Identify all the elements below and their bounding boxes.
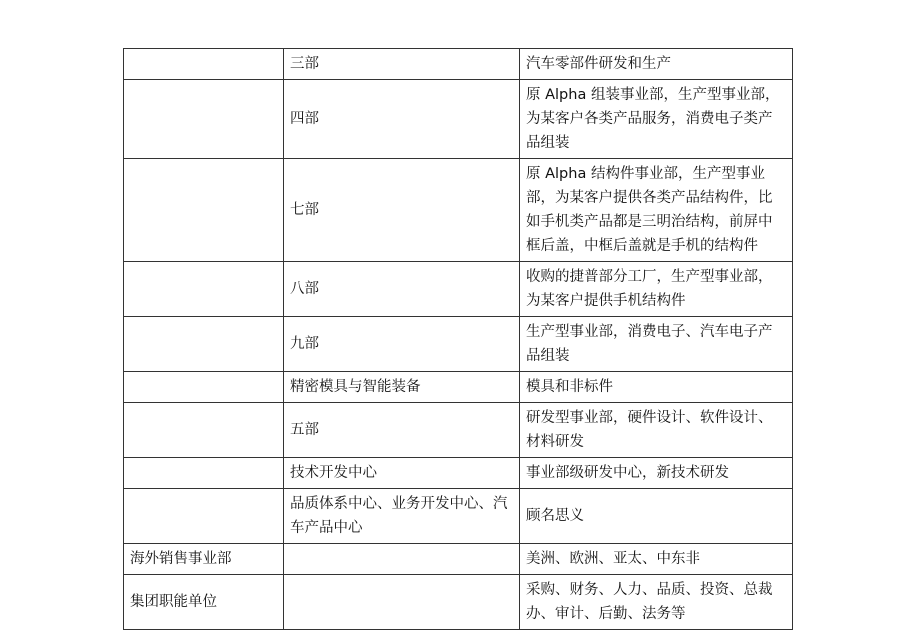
table-row [124,544,793,575]
desc-cell: 模具和非标件 [520,372,793,403]
dept-cell: 三部 [284,49,520,80]
dept-cell: 五部 [284,403,520,458]
table-row [124,80,793,159]
dept-cell [284,544,520,575]
table-row [124,403,793,458]
desc-cell: 研发型事业部，硬件设计、软件设计、材料研发 [520,403,793,458]
desc-cell: 汽车零部件研发和生产 [520,49,793,80]
table-row [124,575,793,630]
desc-cell: 原 Alpha 组装事业部，生产型事业部，为某客户各类产品服务，消费电子类产品组装 [520,80,793,159]
unit-cell [124,458,284,489]
dept-cell: 四部 [284,80,520,159]
desc-cell: 采购、财务、人力、品质、投资、总裁办、审计、后勤、法务等 [520,575,793,630]
dept-cell: 八部 [284,262,520,317]
table-row [124,489,793,544]
dept-cell [284,575,520,630]
table-row [124,159,793,262]
desc-cell: 美洲、欧洲、亚太、中东非 [520,544,793,575]
unit-cell [124,317,284,372]
unit-cell [124,403,284,458]
desc-cell: 事业部级研发中心，新技术研发 [520,458,793,489]
table-row [124,49,793,80]
desc-cell: 原 Alpha 结构件事业部，生产型事业部，为某客户提供各类产品结构件，比如手机类产品都是三明治结构，前屏中框后盖，中框后盖就是手机的结构件 [520,159,793,262]
dept-cell: 精密模具与智能装备 [284,372,520,403]
unit-cell [124,262,284,317]
desc-cell: 顾名思义 [520,489,793,544]
org-table [123,48,793,630]
desc-cell: 生产型事业部，消费电子、汽车电子产品组装 [520,317,793,372]
table-row [124,262,793,317]
unit-cell [124,372,284,403]
dept-cell: 九部 [284,317,520,372]
unit-cell: 集团职能单位 [124,575,284,630]
table-row [124,458,793,489]
desc-cell: 收购的捷普部分工厂，生产型事业部，为某客户提供手机结构件 [520,262,793,317]
dept-cell: 七部 [284,159,520,262]
unit-cell: 海外销售事业部 [124,544,284,575]
unit-cell [124,80,284,159]
dept-cell: 品质体系中心、业务开发中心、汽车产品中心 [284,489,520,544]
table-row [124,317,793,372]
unit-cell [124,159,284,262]
table-row [124,372,793,403]
dept-cell: 技术开发中心 [284,458,520,489]
unit-cell [124,489,284,544]
unit-cell [124,49,284,80]
